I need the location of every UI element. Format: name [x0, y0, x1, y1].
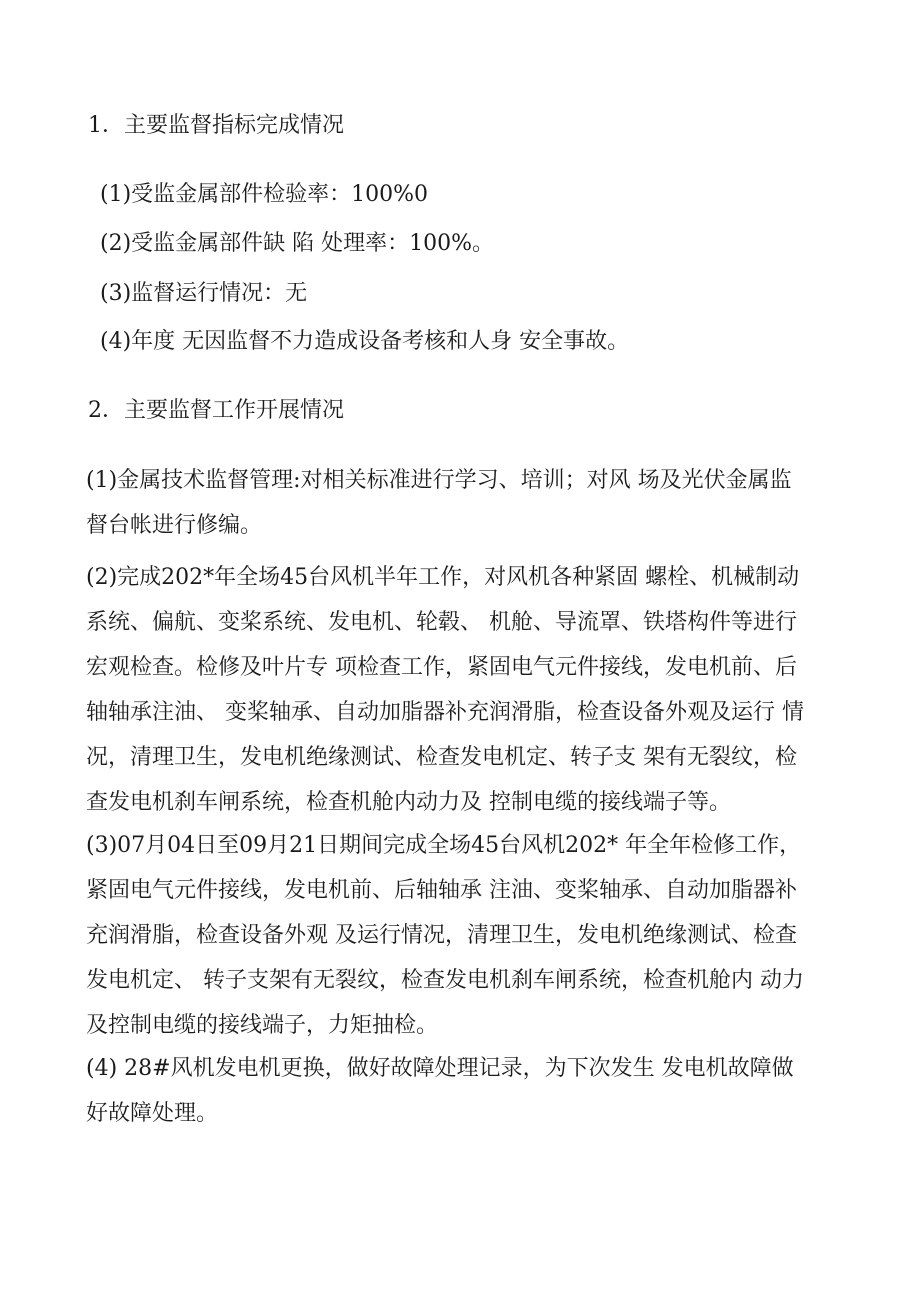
paragraph-line: 紧固电气元件接线，发电机前、后轴轴承 注油、变桨轴承、自动加脂器补: [86, 878, 797, 903]
paragraph-line: 发电机定、 转子支架有无裂纹，检查发电机刹车闸系统，检查机舱内 动力: [86, 968, 804, 993]
section-1-heading: 1．主要监督指标完成情况: [88, 113, 344, 138]
section-1-item-4: (4)年度 无因监督不力造成设备考核和人身 安全事故。: [100, 329, 630, 354]
section-2-paragraph-2: [86, 563, 856, 833]
section-1-item-3: (3)监督运行情况：无: [100, 281, 308, 306]
paragraph-line: 宏观检查。检修及叶片专 项检查工作，紧固电气元件接线，发电机前、后: [86, 655, 797, 680]
paragraph-line: 充润滑脂，检查设备外观 及运行情况，清理卫生，发电机绝缘测试、检查: [86, 923, 797, 948]
section-2-paragraph-3: [86, 831, 856, 1056]
paragraph-line: 况，清理卫生，发电机绝缘测试、检查发电机定、转子支 架有无裂纹，检: [86, 745, 797, 770]
paragraph-line: (1)金属技术监督管理:对相关标准进行学习、培训；对风 场及光伏金属监: [86, 468, 792, 493]
paragraph-line: (4) 28#风机发电机更换，做好故障处理记录，为下次发生 发电机故障做: [86, 1056, 794, 1081]
section-1-item-1: (1)受监金属部件检验率：100%0: [100, 182, 429, 207]
section-2-paragraph-1: [86, 466, 856, 556]
paragraph-line: 好故障处理。: [86, 1101, 219, 1126]
paragraph-line: 督台帐进行修编。: [86, 513, 263, 538]
paragraph-line: 查发电机刹车闸系统，检查机舱内动力及 控制电缆的接线端子等。: [86, 790, 731, 815]
paragraph-line: 系统、偏航、变桨系统、发电机、轮毂、 机舱、导流罩、铁塔构件等进行: [86, 610, 797, 635]
paragraph-line: (2)完成202*年全场45台风机半年工作，对风机各种紧固 螺栓、机械制动: [86, 565, 800, 590]
paragraph-line: 轴轴承注油、 变桨轴承、自动加脂器补充润滑脂，检查设备外观及运行 情: [86, 700, 804, 725]
paragraph-line: 及控制电缆的接线端子，力矩抽检。: [86, 1013, 439, 1038]
section-1-item-2: (2)受监金属部件缺 陷 处理率：100%。: [100, 231, 495, 256]
paragraph-line: (3)07月04日至09月21日期间完成全场45台风机202* 年全年检修工作，: [86, 833, 802, 858]
section-2-paragraph-4: [86, 1054, 856, 1144]
section-2-heading: 2．主要监督工作开展情况: [88, 398, 344, 423]
